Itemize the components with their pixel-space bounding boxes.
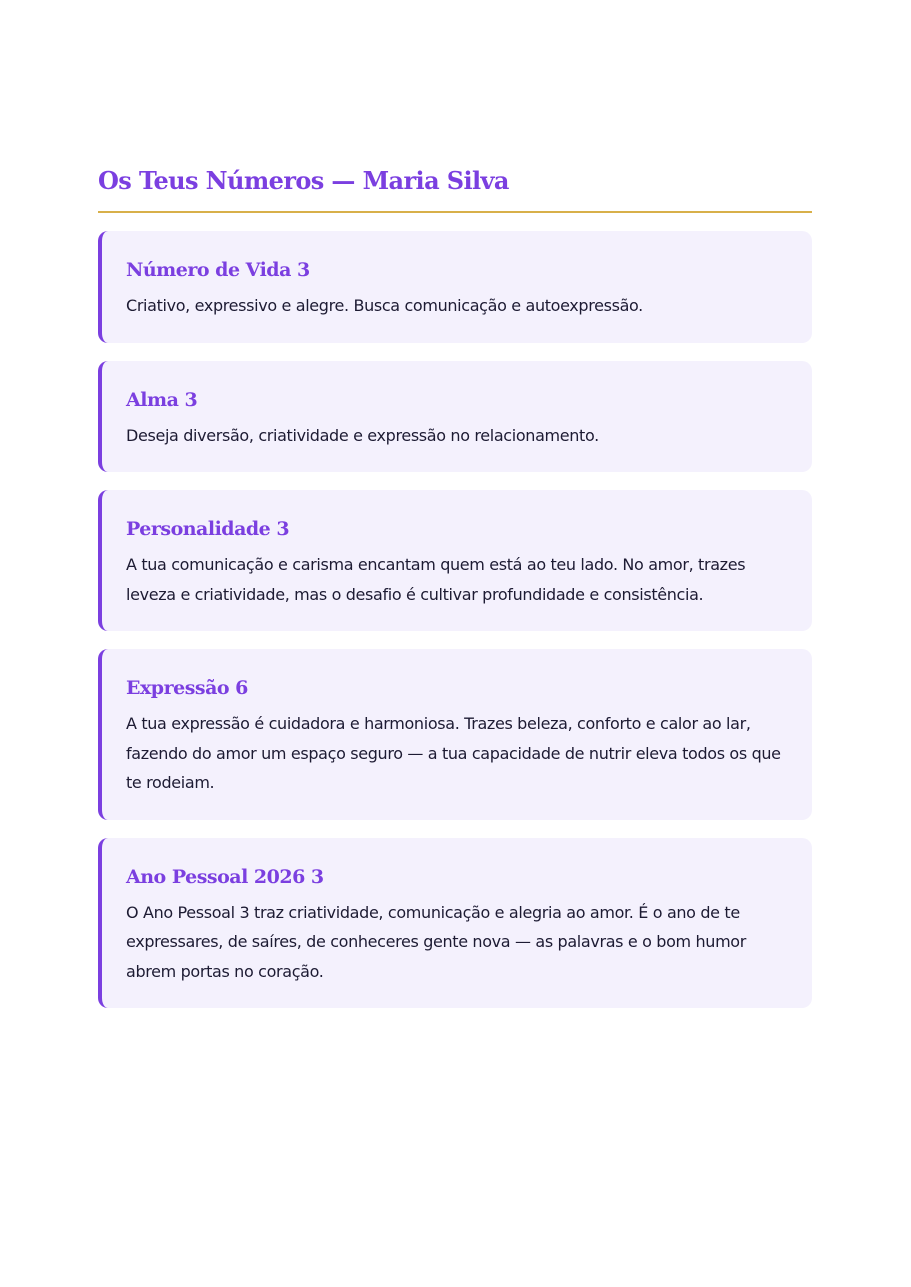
card-title: Ano Pessoal 2026 3	[126, 865, 324, 888]
card-description: Deseja diversão, criatividade e expressão no relacionamento.	[126, 425, 599, 445]
card-description: Criativo, expressivo e alegre. Busca comunicação e autoexpressão.	[126, 296, 643, 315]
card-personality-number	[98, 490, 812, 631]
card-title: Número de Vida 3	[126, 259, 310, 281]
card-description: A tua expressão é cuidadora e harmoniosa. Trazes beleza, conforto e calor ao lar, fazendo do amor um espaço seguro — a tua capacidade de nutrir eleva todos os que te rodeiam.	[126, 714, 781, 792]
card-description: A tua comunicação e carisma encantam quem está ao teu lado. No amor, trazes leveza e criatividade, mas o desafio é cultivar profundidade e consistência.	[126, 555, 746, 604]
card-expression-number	[98, 649, 812, 820]
card-title: Alma 3	[126, 388, 198, 411]
number-cards-list	[98, 231, 812, 1008]
title-divider	[98, 211, 812, 213]
card-life-number	[98, 231, 812, 343]
card-title: Expressão 6	[126, 677, 248, 699]
numbers-page	[98, 163, 812, 1026]
page-title: Os Teus Números — Maria Silva	[98, 166, 509, 195]
card-personal-year	[98, 838, 812, 1009]
card-soul-number	[98, 361, 812, 473]
card-description: O Ano Pessoal 3 traz criatividade, comunicação e alegria ao amor. É o ano de te expressares, de saíres, de conheceres gente nova — as palavras e o bom humor abrem portas no coração.	[126, 902, 746, 981]
card-title: Personalidade 3	[126, 518, 290, 540]
